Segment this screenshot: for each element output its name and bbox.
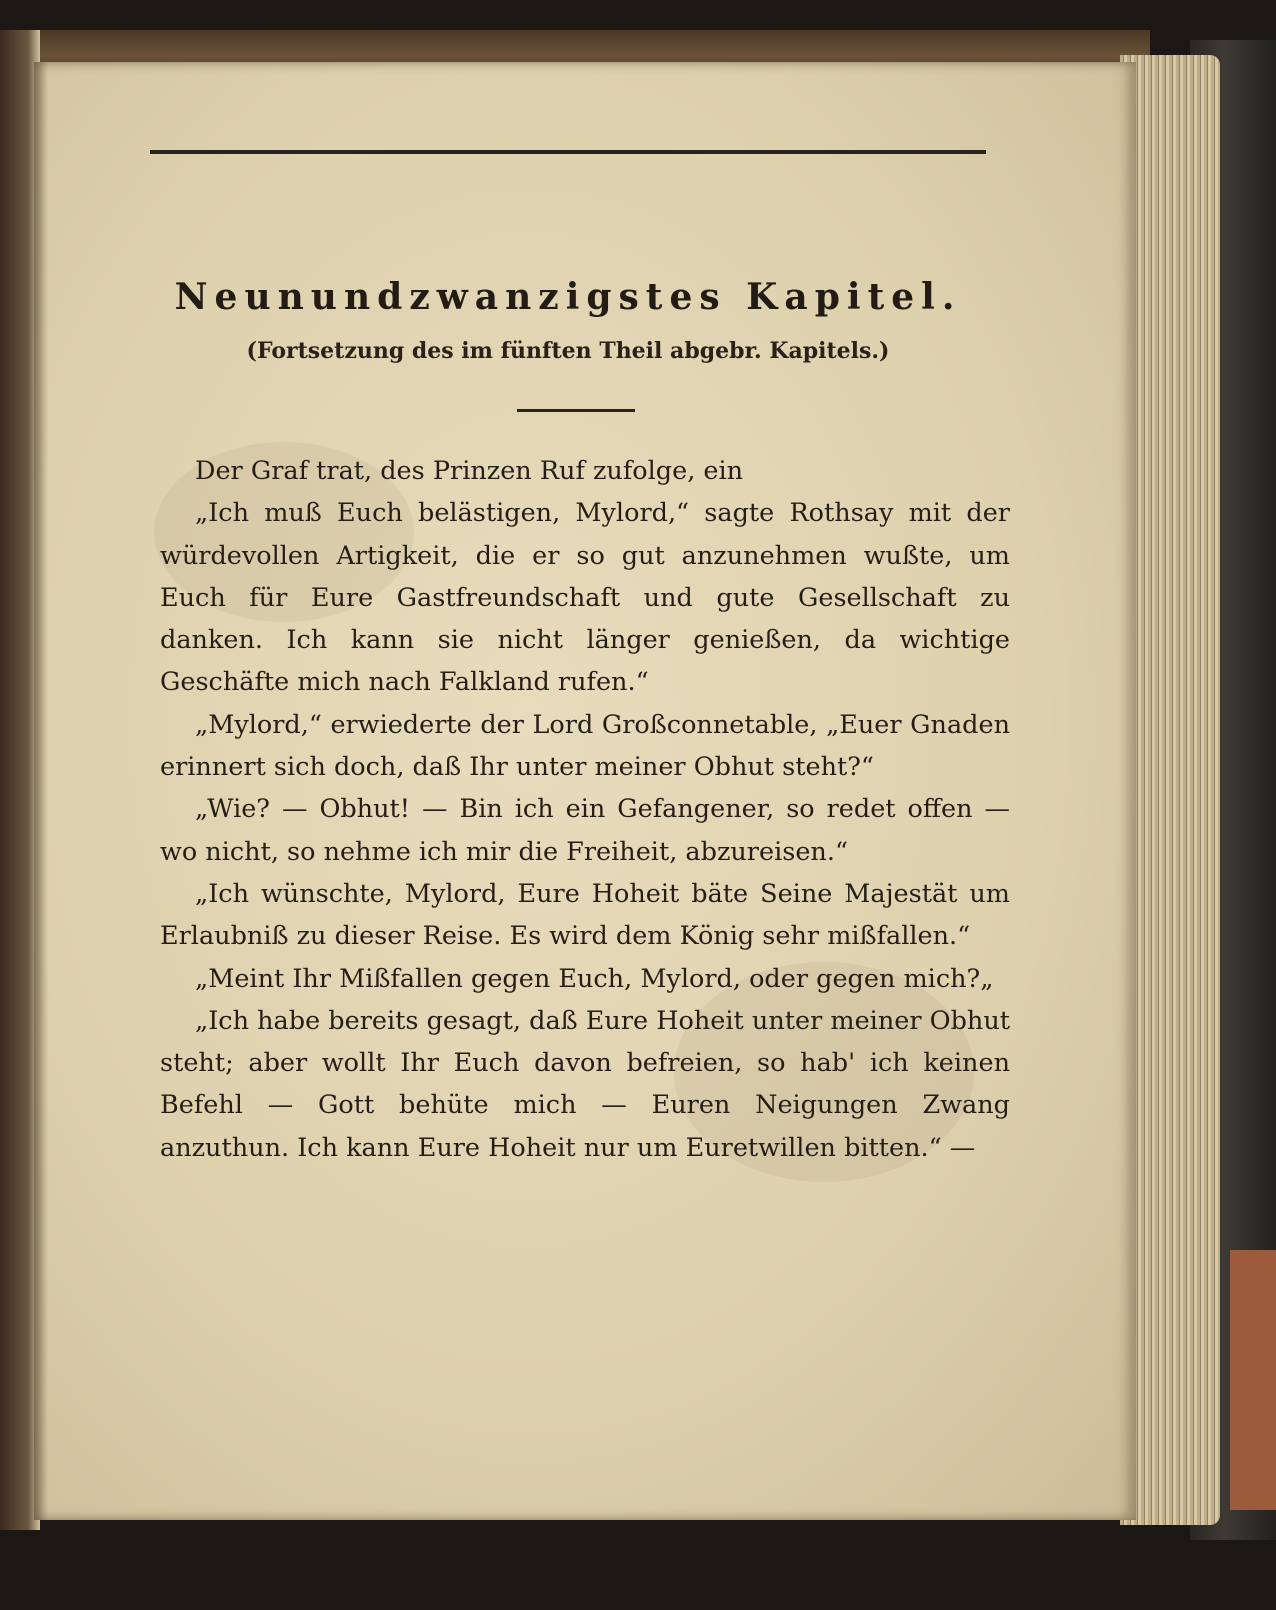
header-rule [150,150,986,154]
chapter-title: Neunundzwanzigstes Kapitel. [174,276,962,318]
paragraph: Der Graf trat, des Prinzen Ruf zufolge, ein [195,456,744,486]
chapter-body [160,450,1010,1169]
chapter-subtitle: (Fortsetzung des im fünften Theil abgebr. Kapitels.) [246,338,890,364]
page-gutter-shadow [34,62,48,1520]
paragraph: „Ich muß Euch belästigen, Mylord,“ sagte Rothsay mit der würdevollen Artigkeit, die er so gut anzunehmen wußte, um Euch für Eure Gastfreundschaft und gute Gesellschaft zu danken. Ich kann sie nicht länger genießen, da wichtige Geschäfte mich nach Falkland rufen.“ [160,498,1010,698]
paragraph: „Mylord,“ erwiederte der Lord Großconnetable, „Euer Gnaden erinnert sich doch, daß Ihr unter meiner Obhut steht?“ [160,709,1010,783]
book-cover-corner [1230,1250,1276,1510]
section-rule [517,409,635,412]
paragraph: „Wie? — Obhut! — Bin ich ein Gefangener, so redet offen — wo nicht, so nehme ich mir die Freiheit, abzureisen.“ [160,794,1010,867]
paragraph: „Ich wünschte, Mylord, Eure Hoheit bäte Seine Majestät um Erlaubniß zu dieser Reise. Es wird dem König sehr mißfallen.“ [160,878,1010,952]
paragraph: „Meint Ihr Mißfallen gegen Euch, Mylord, oder gegen mich?„ [195,963,994,994]
paragraph: „Ich habe bereits gesagt, daß Eure Hoheit unter meiner Obhut steht; aber wollt Ihr Euch davon befreien, so hab' ich keinen Befehl — Gott behüte mich — Euren Neigungen Zwang anzuthun. Ich kann Eure Hoheit nur um Euretwillen bitten.“ — [160,1005,1010,1163]
